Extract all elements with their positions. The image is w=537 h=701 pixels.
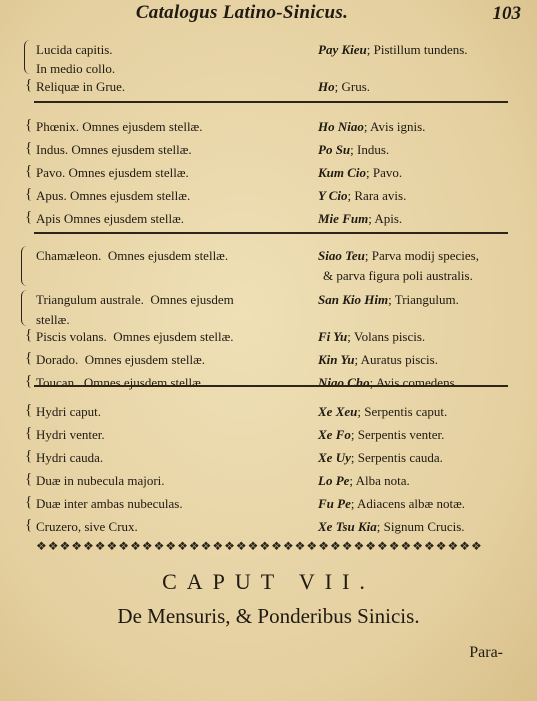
catalog-group-crane	[0, 38, 537, 101]
catalog-row	[0, 328, 537, 351]
chinese-cell: Ho; Grus.	[318, 79, 371, 94]
chinese-cell: Mie Fum; Apis.	[318, 211, 403, 226]
catalog-row	[0, 426, 537, 449]
description: Omnes ejusdem stellæ.	[69, 188, 191, 203]
translation: Triangulum.	[394, 292, 459, 307]
brace: {	[25, 517, 33, 533]
catalog-row	[0, 141, 537, 164]
chinese-cell: Fu Pe; Adiacens albæ notæ.	[318, 496, 465, 511]
chapter-title: De Mensuris, & Ponderibus Sinicis.	[117, 604, 420, 628]
ornamental-border: ❖❖❖❖❖❖❖❖❖❖❖❖❖❖❖❖❖❖❖❖❖❖❖❖❖❖❖❖❖❖❖❖❖❖❖❖❖❖	[36, 539, 483, 553]
brace: {	[25, 77, 33, 93]
latin-line: Lucida capitis.	[36, 42, 113, 57]
catalog-row	[0, 78, 537, 101]
translation: Pistillum tundens.	[373, 42, 468, 57]
catalog-row	[0, 164, 537, 187]
description: Omnes ejusdem	[150, 292, 234, 307]
translation: Apis.	[374, 211, 403, 226]
catalog-row	[0, 495, 537, 518]
latin-cell	[36, 290, 234, 330]
brace	[21, 246, 28, 286]
catalog-group-hydrus	[0, 403, 537, 541]
description: Omnes ejusdem stellæ.	[107, 248, 229, 263]
chinese-cell: Po Su; Indus.	[318, 142, 390, 157]
latin-cell	[36, 143, 192, 156]
constellation-name: Indus.	[36, 142, 69, 157]
page-number: 103	[492, 3, 521, 24]
translation: Serpentis caput.	[364, 404, 448, 419]
latin-line: In medio collo.	[36, 61, 116, 76]
brace: {	[25, 117, 33, 133]
brace: {	[25, 471, 33, 487]
translation: Avis ignis.	[370, 119, 426, 134]
description: Omnes ejusdem stellæ.	[63, 211, 185, 226]
latin-text: Hydri caput.	[36, 404, 101, 419]
catalog-row	[0, 118, 537, 141]
chinese-name: Xe Tsu Kia	[318, 519, 377, 534]
chinese-name: San Kio Him	[318, 292, 389, 307]
chinese-cell: Niao Cho; Avis comedens.	[318, 375, 458, 390]
catalog-row	[0, 449, 537, 472]
translation-line: Parva modij species,	[371, 248, 479, 263]
latin-text: Hydri cauda.	[36, 450, 104, 465]
latin-cell	[36, 353, 205, 366]
translation: Grus.	[341, 79, 371, 94]
chinese-cell: Xe Uy; Serpentis cauda.	[318, 450, 443, 465]
catalog-row	[0, 472, 537, 495]
translation: Volans piscis.	[353, 329, 426, 344]
catchword: Para-	[469, 644, 503, 661]
chinese-name: Po Su	[318, 142, 351, 157]
brace: {	[25, 425, 33, 441]
latin-cell	[36, 212, 184, 225]
brace: {	[25, 448, 33, 464]
catalog-row	[0, 351, 537, 374]
section-rule	[34, 385, 508, 387]
brace	[21, 290, 28, 326]
chinese-name: Ho Niao	[318, 119, 364, 134]
brace: {	[25, 494, 33, 510]
chinese-cell: Xe Fo; Serpentis venter.	[318, 427, 445, 442]
latin-text: Hydri venter.	[36, 427, 105, 442]
chinese-name: Ho	[318, 79, 335, 94]
chinese-cell: Y Cio; Rara avis.	[318, 188, 407, 203]
chinese-name: Xe Fo	[318, 427, 351, 442]
translation: Alba nota.	[355, 473, 410, 488]
latin-cell	[36, 246, 228, 266]
chinese-name: Kin Yu	[318, 352, 355, 367]
translation: Signum Crucis.	[383, 519, 465, 534]
description: Omnes ejusdem stellæ.	[82, 119, 203, 134]
latin-text: Duæ in nubecula majori.	[36, 473, 165, 488]
brace: {	[25, 163, 33, 179]
latin-cell	[36, 166, 189, 179]
chinese-cell: Ho Niao; Avis ignis.	[318, 119, 426, 134]
chinese-name: Siao Teu	[318, 248, 365, 263]
chinese-cell: Xe Tsu Kia; Signum Crucis.	[318, 519, 465, 534]
chinese-cell: Pay Kieu; Pistillum tundens.	[318, 42, 468, 57]
translation: Auratus piscis.	[360, 352, 438, 367]
translation: Adiacens albæ notæ.	[357, 496, 465, 511]
constellation-name: Chamæleon.	[36, 248, 102, 263]
chinese-cell: Kin Yu; Auratus piscis.	[318, 352, 438, 367]
description: Omnes ejusdem stellæ.	[84, 352, 205, 367]
constellation-name: Apis	[36, 211, 61, 226]
description: Omnes ejusdem stellæ.	[68, 165, 189, 180]
catalog-row	[0, 518, 537, 541]
latin-cell	[36, 40, 115, 78]
latin-text: Cruzero, sive Crux.	[36, 519, 138, 534]
chinese-cell: Kum Cio; Pavo.	[318, 165, 403, 180]
chinese-cell: Xe Xeu; Serpentis caput.	[318, 404, 448, 419]
constellation-name: Triangulum australe.	[36, 292, 144, 307]
chinese-cell: San Kio Him; Triangulum.	[318, 292, 459, 307]
translation-line: & parva figura poli australis.	[323, 268, 473, 283]
constellation-name: Toucan.	[36, 375, 78, 390]
description: Omnes ejusdem stellæ.	[71, 142, 192, 157]
catalog-row	[0, 187, 537, 210]
brace: {	[25, 350, 33, 366]
brace: {	[25, 209, 33, 225]
description-continued: stellæ.	[36, 312, 70, 327]
latin-cell	[36, 120, 202, 133]
catalog-group-southern	[0, 244, 537, 397]
constellation-name: Piscis volans.	[36, 329, 107, 344]
latin-cell	[36, 189, 190, 202]
brace: {	[25, 402, 33, 418]
constellation-name: Apus.	[36, 188, 67, 203]
catalog-row	[0, 288, 537, 328]
latin-cell	[36, 330, 234, 343]
catalog-row	[0, 38, 537, 78]
brace	[24, 40, 31, 74]
translation: Pavo.	[372, 165, 403, 180]
section-rule	[34, 101, 508, 103]
constellation-name: Phœnix.	[36, 119, 79, 134]
constellation-name: Pavo.	[36, 165, 66, 180]
chinese-name: Xe Uy	[318, 450, 351, 465]
chinese-name: Pay Kieu	[318, 42, 367, 57]
chapter-heading: CAPUT VII.	[162, 569, 375, 594]
description: Omnes ejusdem stellæ.	[113, 329, 234, 344]
section-rule	[34, 232, 508, 234]
constellation-name: Dorado.	[36, 352, 79, 367]
brace: {	[25, 373, 33, 389]
translation: Serpentis cauda.	[357, 450, 443, 465]
chinese-cell: Fi Yu; Volans piscis.	[318, 329, 426, 344]
translation: Rara avis.	[354, 188, 407, 203]
running-header: Catalogus Latino-Sinicus.	[135, 2, 349, 23]
translation: Serpentis venter.	[357, 427, 445, 442]
latin-text: Reliquæ in Grue.	[36, 79, 126, 94]
chinese-name: Xe Xeu	[318, 404, 358, 419]
brace: {	[25, 140, 33, 156]
chinese-name: Lo Pe	[318, 473, 350, 488]
chinese-cell: Lo Pe; Alba nota.	[318, 473, 410, 488]
catalog-row	[0, 244, 537, 288]
catalog-row	[0, 210, 537, 233]
catalog-group-birds	[0, 118, 537, 233]
chinese-name: Kum Cio	[318, 165, 367, 180]
translation: Indus.	[357, 142, 390, 157]
chinese-name: Niao Cho	[318, 375, 370, 390]
chinese-name: Fi Yu	[318, 329, 348, 344]
brace: {	[25, 327, 33, 343]
chinese-name: Y Cio	[318, 188, 348, 203]
description: Omnes ejusdem stellæ.	[83, 375, 205, 390]
chinese-cell: Siao Teu; Parva modij species, & parva figura poli australis.	[318, 246, 479, 286]
latin-text: Duæ inter ambas nubeculas.	[36, 496, 183, 511]
latin-cell	[36, 376, 204, 389]
chinese-name: Fu Pe	[318, 496, 351, 511]
brace: {	[25, 186, 33, 202]
catalog-row	[0, 403, 537, 426]
chinese-name: Mie Fum	[318, 211, 369, 226]
translation: Avis comedens.	[375, 375, 458, 390]
